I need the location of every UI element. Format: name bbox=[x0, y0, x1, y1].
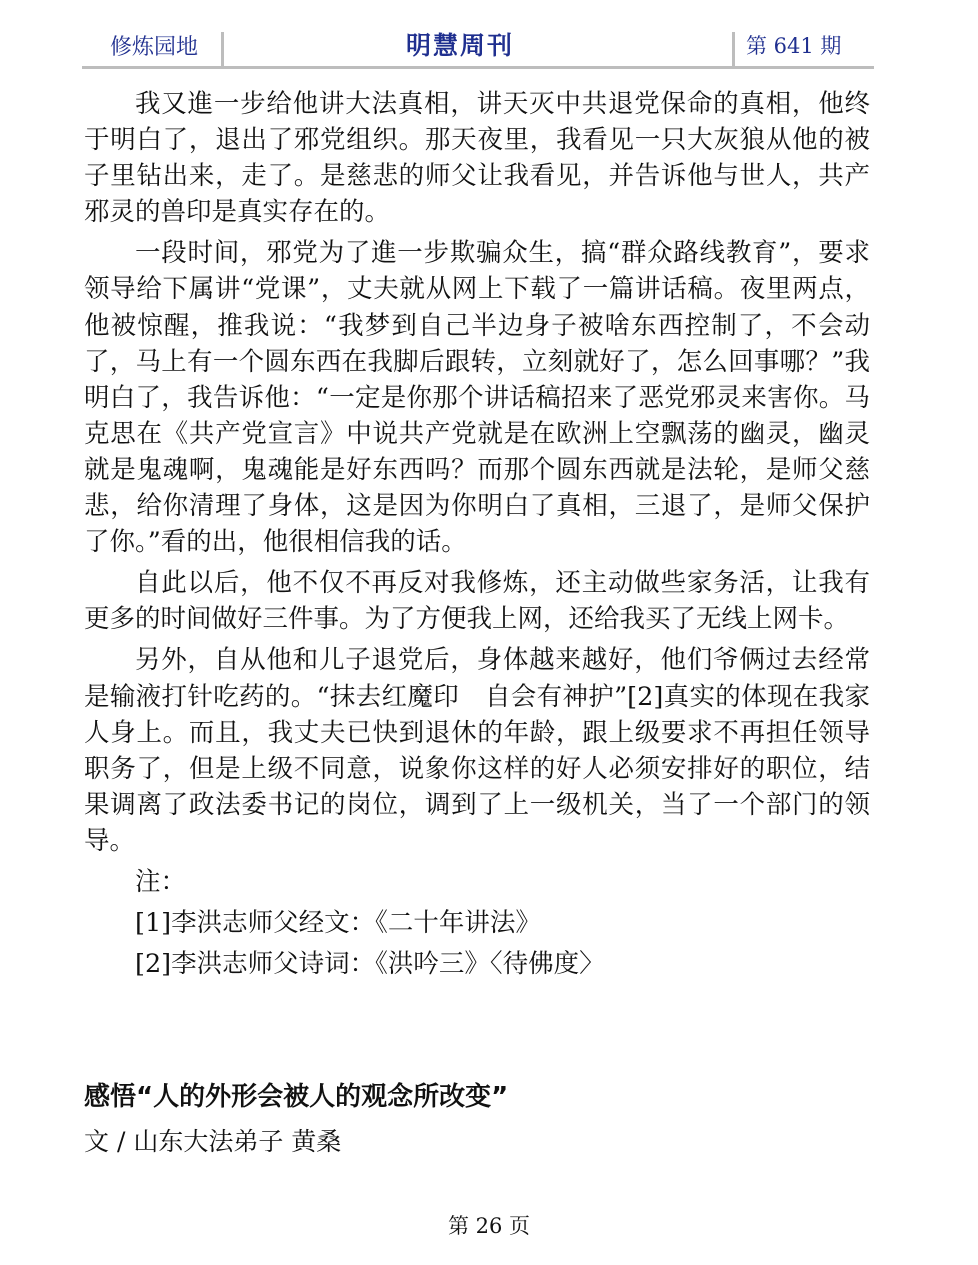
article-body bbox=[84, 86, 870, 987]
note-item: [1]李洪志师父经文：《二十年讲法》 bbox=[135, 908, 541, 939]
header-divider bbox=[221, 32, 224, 68]
body-paragraph: 自此以后，他不仅不再反对我修炼，还主动做些家务活，让我有更多的时间做好三件事。为了方便我上网，还给我买了无线上网卡。 bbox=[84, 568, 870, 635]
body-paragraph: 我又進一步给他讲大法真相，讲天灭中共退党保命的真相，他终于明白了，退出了邪党组织。那天夜里，我看见一只大灰狼从他的被子里钻出来，走了。是慈悲的师父让我看见，并告诉他与世人，共产邪灵的兽印是真实存在的。 bbox=[84, 89, 870, 228]
notes-heading: 注： bbox=[135, 866, 187, 897]
page-header bbox=[82, 22, 874, 68]
issue-number: 第 641 期 bbox=[746, 34, 842, 58]
section-name: 修炼园地 bbox=[110, 35, 199, 60]
article-title: 感悟“人的外形会被人的观念所改变” bbox=[84, 1082, 509, 1112]
page-number: 第 26 页 bbox=[447, 1214, 531, 1238]
article-byline: 文 / 山东大法弟子 黄桑 bbox=[84, 1127, 342, 1156]
publication-title: 明慧周刊 bbox=[406, 31, 515, 60]
body-paragraph: 一段时间，邪党为了進一步欺骗众生，搞“群众路线教育”，要求领导给下属讲“党课”，丈夫就从网上下载了一篇讲话稿。夜里两点，他被惊醒，推我说：“我梦到自己半边身子被啥东西控制了，不会动了，马上有一个圆东西在我脚后跟转，立刻就好了，怎么回事哪？”我明白了，我告诉他：“一定是你那个讲话稿招来了恶党邪灵来害你。马克思在《共产党宣言》中说共产党就是在欧洲上空飘荡的幽灵，幽灵就是鬼魂啊，鬼魂能是好东西吗？而那个圆东西就是法轮，是师父慈悲，给你清理了身体，这是因为你明白了真相，三退了，是师父保护了你。”看的出，他很相信我的话。 bbox=[84, 238, 870, 558]
header-divider bbox=[732, 32, 735, 68]
note-item: [2]李洪志师父诗词：《洪吟三》〈待佛度〉 bbox=[135, 949, 605, 980]
header-rule bbox=[82, 66, 874, 69]
body-paragraph: 另外，自从他和儿子退党后，身体越来越好，他们爷俩过去经常是输液打针吃药的。“抹去红魔印 自会有神护”[2]真实的体现在我家人身上。而且，我丈夫已快到退休的年龄，跟上级要求不再担任领导职务了，但是上级不同意，说象你这样的好人必须安排好的职位，结果调离了政法委书记的岗位，调到了上一级机关，当了一个部门的领导。 bbox=[84, 645, 870, 856]
